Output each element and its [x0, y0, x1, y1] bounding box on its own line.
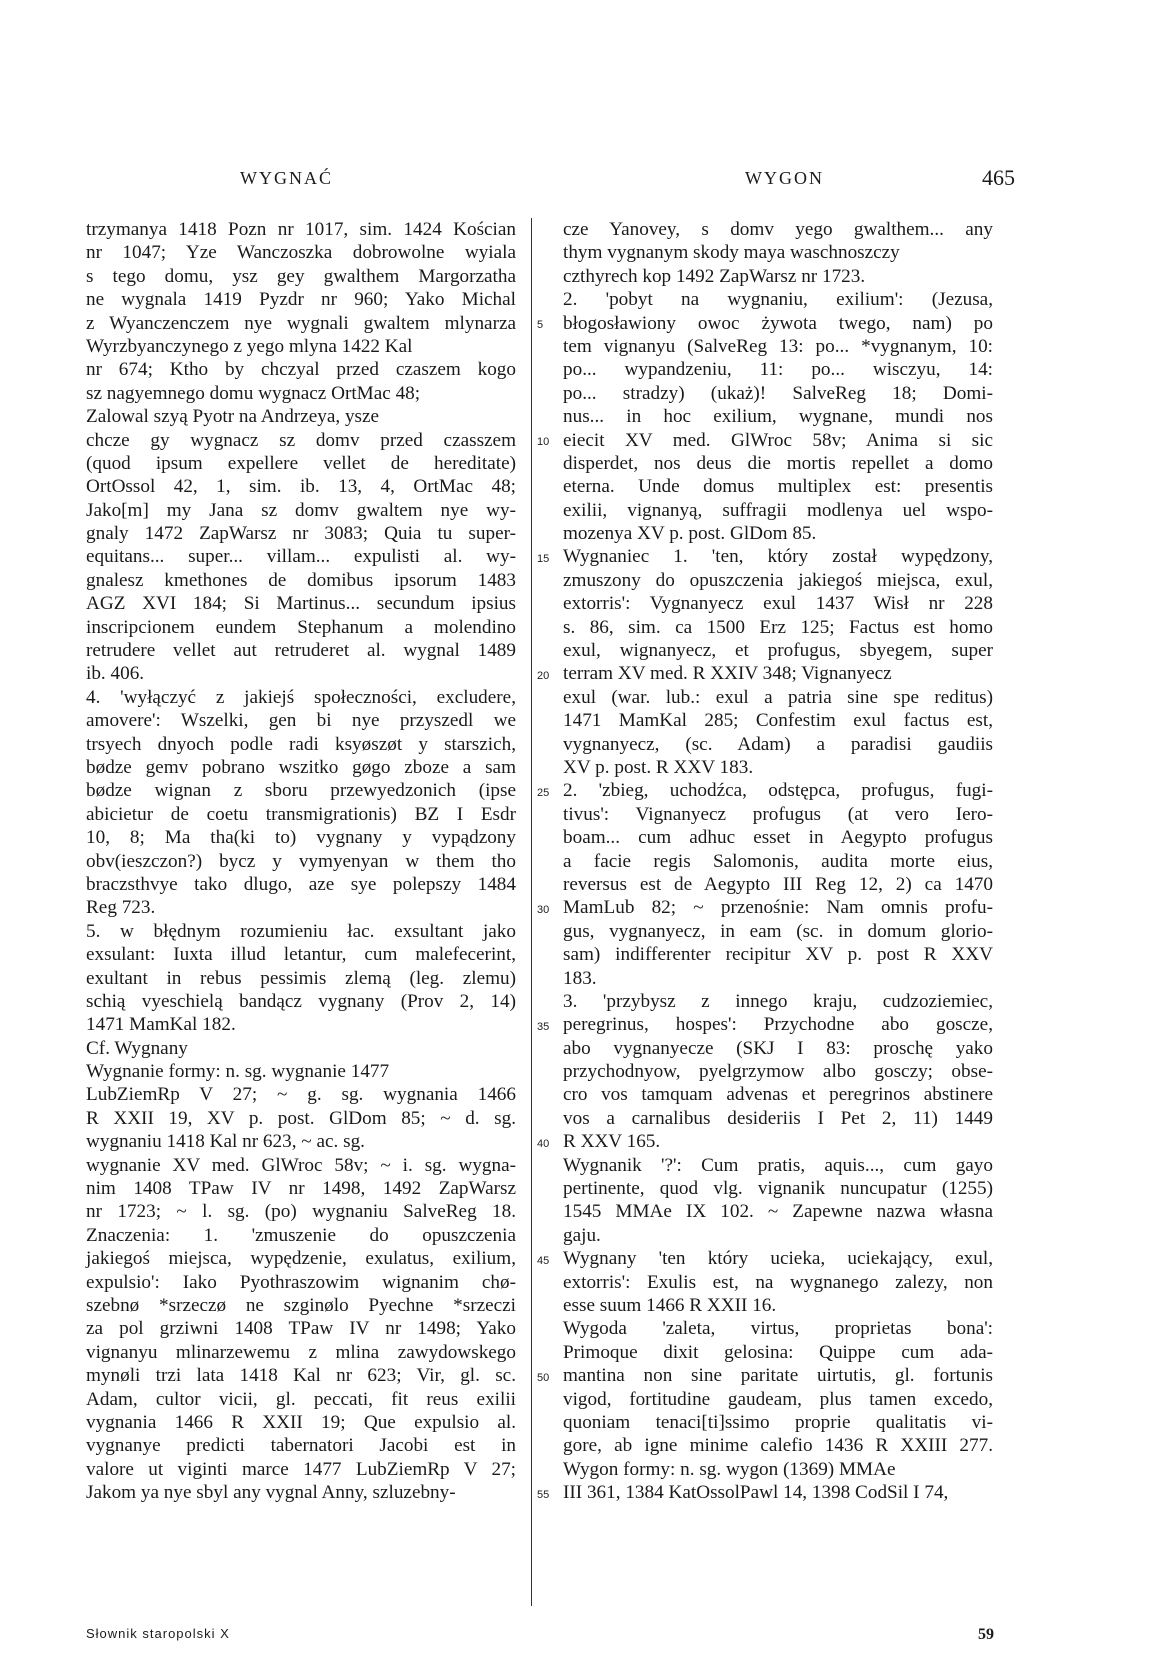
- text-line: wygnanie XV med. GlWroc 58v; ~ i. sg. wygna-: [86, 1154, 516, 1176]
- line-number: 5: [537, 318, 544, 331]
- text-line: cro vos tamquam advenas et peregrinos abstinere: [563, 1084, 993, 1106]
- text-line: po... wypandzeniu, 11: po... wisczyu, 14:: [563, 359, 993, 381]
- footer-title: Słownik staropolski X: [86, 1626, 230, 1641]
- text-line: eiecit XV med. GlWroc 58v; Anima si sic: [563, 429, 993, 451]
- text-line: eterna. Unde domus multiplex est: presentis: [563, 476, 993, 498]
- text-line: ib. 406.: [86, 663, 145, 685]
- footer-signature: 59: [978, 1626, 994, 1643]
- text-line: disperdet, nos deus die mortis repellet a domo: [563, 452, 993, 474]
- text-line: błogosławiony owoc żywota twego, nam) po: [563, 312, 993, 334]
- text-line: III 361, 1384 KatOssolPawl 14, 1398 CodSil I 74,: [563, 1482, 949, 1504]
- text-line: abicietur de coetu transmigrationis) BZ I Esdr: [86, 803, 516, 825]
- text-line: exultant in rebus pessimis zlemą (leg. zlemu): [86, 967, 516, 989]
- text-line: s. 86, sim. ca 1500 Erz 125; Factus est homo: [563, 616, 993, 638]
- text-line: vos a carnalibus desideriis I Pet 2, 11) 1449: [563, 1107, 993, 1129]
- text-line: 183.: [563, 967, 597, 989]
- line-number: 40: [537, 1137, 550, 1150]
- text-line: extorris': Vygnanyecz exul 1437 Wisł nr 228: [563, 593, 993, 615]
- text-line: inscripcionem eundem Stephanum a molendino: [86, 616, 516, 638]
- text-line: abo vygnanyecze (SKJ I 83: proschę yako: [563, 1037, 993, 1059]
- text-line: jakiegoś miejsca, wypędzenie, exulatus, exilium,: [86, 1248, 516, 1270]
- text-line: 4. 'wyłączyć z jakiejś społeczności, excludere,: [86, 686, 516, 708]
- line-number: 15: [537, 552, 550, 565]
- running-head-left: WYGNAĆ: [240, 168, 333, 188]
- text-line: nr 1723; ~ l. sg. (po) wygnaniu SalveReg 18.: [86, 1201, 516, 1223]
- text-line: trsyech dnyoch podle radi ksyøszøt y starszich,: [86, 733, 516, 755]
- text-line: vygnania 1466 R XXII 19; Que expulsio al.: [86, 1411, 516, 1433]
- right-column: [563, 218, 993, 1504]
- column-divider: [531, 218, 532, 1606]
- text-line: 2. 'pobyt na wygnaniu, exilium': (Jezusa,: [563, 289, 993, 311]
- text-line: 5. w błędnym rozumieniu łac. exsultant jako: [86, 920, 516, 942]
- text-line: R XXII 19, XV p. post. GlDom 85; ~ d. sg.: [86, 1107, 516, 1129]
- text-line: terram XV med. R XXIV 348; Vignanyecz: [563, 663, 892, 685]
- left-column: [86, 218, 516, 1504]
- text-line: exul, wignanyecz, et profugus, sbyegem, super: [563, 640, 993, 662]
- text-line: reversus est de Aegypto III Reg 12, 2) ca 1470: [563, 873, 993, 895]
- text-line: bødze wignan z sboru przewyedzonich (ipse: [86, 780, 516, 802]
- text-line: 2. 'zbieg, uchodźca, odstępca, profugus, fugi-: [563, 780, 993, 802]
- text-line: Jakom ya nye sbyl any vygnal Anny, szluzebny-: [86, 1482, 456, 1504]
- text-line: obv(ieszczon?) bycz y vymyenyan w them tho: [86, 850, 516, 872]
- text-line: sz nagyemnego domu wygnacz OrtMac 48;: [86, 382, 421, 404]
- text-line: extorris': Exulis est, na wygnanego zalezy, non: [563, 1271, 993, 1293]
- text-line: z Wyanczenczem nye wygnali gwaltem mlynarza: [86, 312, 516, 334]
- line-number: 35: [537, 1020, 550, 1033]
- text-line: braczsthvye tako dlugo, aze sye polepszy 1484: [86, 873, 516, 895]
- text-line: (quod ipsum expellere vellet de hereditate): [86, 452, 516, 474]
- line-number: 20: [537, 669, 550, 682]
- text-line: nr 1047; Yze Wanczoszka dobrowolne wyiala: [86, 242, 516, 264]
- text-line: vygnanye predicti tabernatori Jacobi est in: [86, 1435, 516, 1457]
- text-line: zmuszony do opuszczenia jakiegoś miejsca, exul,: [563, 569, 993, 591]
- text-line: Primoque dixit gelosina: Quippe cum ada-: [563, 1341, 993, 1363]
- text-line: Wygnaniec 1. 'ten, który został wypędzony,: [563, 546, 993, 568]
- text-line: gnalesz kmethones de domibus ipsorum 1483: [86, 569, 516, 591]
- text-line: gore, ab igne minime calefio 1436 R XXIII 277.: [563, 1435, 993, 1457]
- text-line: valore ut viginti marce 1477 LubZiemRp V 27;: [86, 1458, 516, 1480]
- text-line: vygnanyecz, (sc. Adam) a paradisi gaudiis: [563, 733, 993, 755]
- text-line: expulsio': Iako Pyothraszowim wignanim chø-: [86, 1271, 516, 1293]
- line-number: 10: [537, 435, 550, 448]
- text-line: chcze gy wygnacz sz domv przed czasszem: [86, 429, 516, 451]
- text-line: exsulant: Iuxta illud letantur, cum malefecerint,: [86, 944, 516, 966]
- text-line: wygnaniu 1418 Kal nr 623, ~ ac. sg.: [86, 1131, 365, 1153]
- text-line: po... stradzy) (ukaż)! SalveReg 18; Domi-: [563, 382, 993, 404]
- text-line: Jako[m] my Jana sz domv gwaltem nye wy-: [86, 499, 516, 521]
- text-line: exilii, vignanyą, suffragii modlenya uel wspo-: [563, 499, 993, 521]
- line-number: 25: [537, 786, 550, 799]
- text-line: gus, vygnanyecz, in eam (sc. in domum glorio-: [563, 920, 993, 942]
- text-line: exul (war. lub.: exul a patria sine spe reditus): [563, 686, 993, 708]
- text-line: Wyrzbyanczynego z yego mlyna 1422 Kal: [86, 335, 413, 357]
- page-number: 465: [982, 165, 1015, 190]
- line-number: 50: [537, 1371, 550, 1384]
- text-line: za pol grziwni 1408 TPaw IV nr 1498; Yako: [86, 1318, 516, 1340]
- text-line: 1545 MMAe IX 102. ~ Zapewne nazwa własna: [563, 1201, 993, 1223]
- text-line: gaju.: [563, 1224, 601, 1246]
- text-line: schią vyeschielą bandącz vygnany (Prov 2, 14): [86, 990, 516, 1012]
- text-line: mantina non sine paritate uirtutis, gl. fortunis: [563, 1365, 993, 1387]
- text-line: nim 1408 TPaw IV nr 1498, 1492 ZapWarsz: [86, 1178, 516, 1200]
- text-line: bødze gemv pobrano wszitko gøgo zboze a sam: [86, 756, 516, 778]
- text-line: mynøli trzi lata 1418 Kal nr 623; Vir, gl. sc.: [86, 1365, 516, 1387]
- text-line: tem vignanyu (SalveReg 13: po... *vygnanym, 10:: [563, 335, 993, 357]
- text-line: Adam, cultor vicii, gl. peccati, fit reus exilii: [86, 1388, 516, 1410]
- text-line: trzymanya 1418 Pozn nr 1017, sim. 1424 Kościan: [86, 219, 516, 240]
- text-line: gnaly 1472 ZapWarsz nr 3083; Quia tu super-: [86, 523, 516, 545]
- text-line: R XXV 165.: [563, 1131, 661, 1153]
- text-line: vigod, fortitudine gaudeam, plus tamen excedo,: [563, 1388, 993, 1410]
- text-line: retrudere vellet aut retruderet al. wygnal 1489: [86, 640, 516, 662]
- line-number: 30: [537, 903, 550, 916]
- text-line: tivus': Vignanyecz profugus (at vero Iero-: [563, 803, 993, 825]
- text-line: equitans... super... villam... expulisti al. wy-: [86, 546, 516, 568]
- text-line: s tego domu, ysz gey gwalthem Margorzatha: [86, 265, 516, 287]
- text-line: nr 674; Ktho by chczyal przed czaszem kogo: [86, 359, 516, 381]
- text-line: czthyrech kop 1492 ZapWarsz nr 1723.: [563, 265, 866, 287]
- text-line: XV p. post. R XXV 183.: [563, 756, 754, 778]
- text-line: vignanyu mlinarzewemu z mlina zawydowskego: [86, 1341, 516, 1363]
- text-line: esse suum 1466 R XXII 16.: [563, 1294, 777, 1316]
- text-line: MamLub 82; ~ przenośnie: Nam omnis profu-: [563, 897, 993, 919]
- text-line: quoniam tenaci[ti]ssimo proprie qualitatis vi-: [563, 1411, 993, 1433]
- text-line: pertinente, quod vlg. vignanik nuncupatur (1255): [563, 1178, 993, 1200]
- text-line: mozenya XV p. post. GlDom 85.: [563, 523, 817, 545]
- text-line: boam... cum adhuc esset in Aegypto profugus: [563, 827, 993, 849]
- text-line: nus... in hoc exilium, wygnane, mundi nos: [563, 406, 993, 428]
- text-line: Wygoda 'zaleta, virtus, proprietas bona':: [563, 1318, 993, 1340]
- text-line: cze Yanovey, s domv yego gwalthem... any: [563, 219, 993, 240]
- running-head-right: WYGON: [745, 168, 824, 188]
- text-line: peregrinus, hospes': Przychodne abo goscze,: [563, 1014, 993, 1036]
- text-line: amovere': Wszelki, gen bi nye przyszedl we: [86, 710, 516, 732]
- text-line: Wygon formy: n. sg. wygon (1369) MMAe: [563, 1458, 896, 1480]
- text-line: thym vygnanym skody maya waschnoszczy: [563, 242, 900, 264]
- text-line: Wygnanie formy: n. sg. wygnanie 1477: [86, 1061, 390, 1083]
- text-line: Znaczenia: 1. 'zmuszenie do opuszczenia: [86, 1224, 516, 1246]
- text-line: AGZ XVI 184; Si Martinus... secundum ipsius: [86, 593, 516, 615]
- text-line: Wygnanik '?': Cum pratis, aquis..., cum gayo: [563, 1154, 993, 1176]
- line-number: 45: [537, 1254, 550, 1267]
- text-line: OrtOssol 42, 1, sim. ib. 13, 4, OrtMac 48;: [86, 476, 516, 498]
- line-number: 55: [537, 1488, 550, 1501]
- text-line: 1471 MamKal 182.: [86, 1014, 236, 1036]
- text-line: sam) indifferenter recipitur XV p. post R XXV: [563, 944, 993, 966]
- text-line: a facie regis Salomonis, audita morte eius,: [563, 850, 993, 872]
- text-line: Zalowal szyą Pyotr na Andrzeya, ysze: [86, 406, 380, 428]
- text-line: Wygnany 'ten który ucieka, uciekający, exul,: [563, 1248, 993, 1270]
- text-line: szebnø *srzeczø ne szginølo Pyechne *srzeczi: [86, 1294, 516, 1316]
- text-line: przychodnyow, pyelgrzymow albo gosczy; obse-: [563, 1061, 993, 1083]
- text-line: 10, 8; Ma tha(ki to) vygnany y vypądzony: [86, 827, 516, 849]
- text-line: ne wygnala 1419 Pyzdr nr 960; Yako Michal: [86, 289, 516, 311]
- text-line: Reg 723.: [86, 897, 156, 919]
- text-line: Cf. Wygnany: [86, 1037, 188, 1059]
- text-line: LubZiemRp V 27; ~ g. sg. wygnania 1466: [86, 1084, 516, 1106]
- text-line: 1471 MamKal 285; Confestim exul factus est,: [563, 710, 993, 732]
- text-line: 3. 'przybysz z innego kraju, cudzoziemiec,: [563, 990, 993, 1012]
